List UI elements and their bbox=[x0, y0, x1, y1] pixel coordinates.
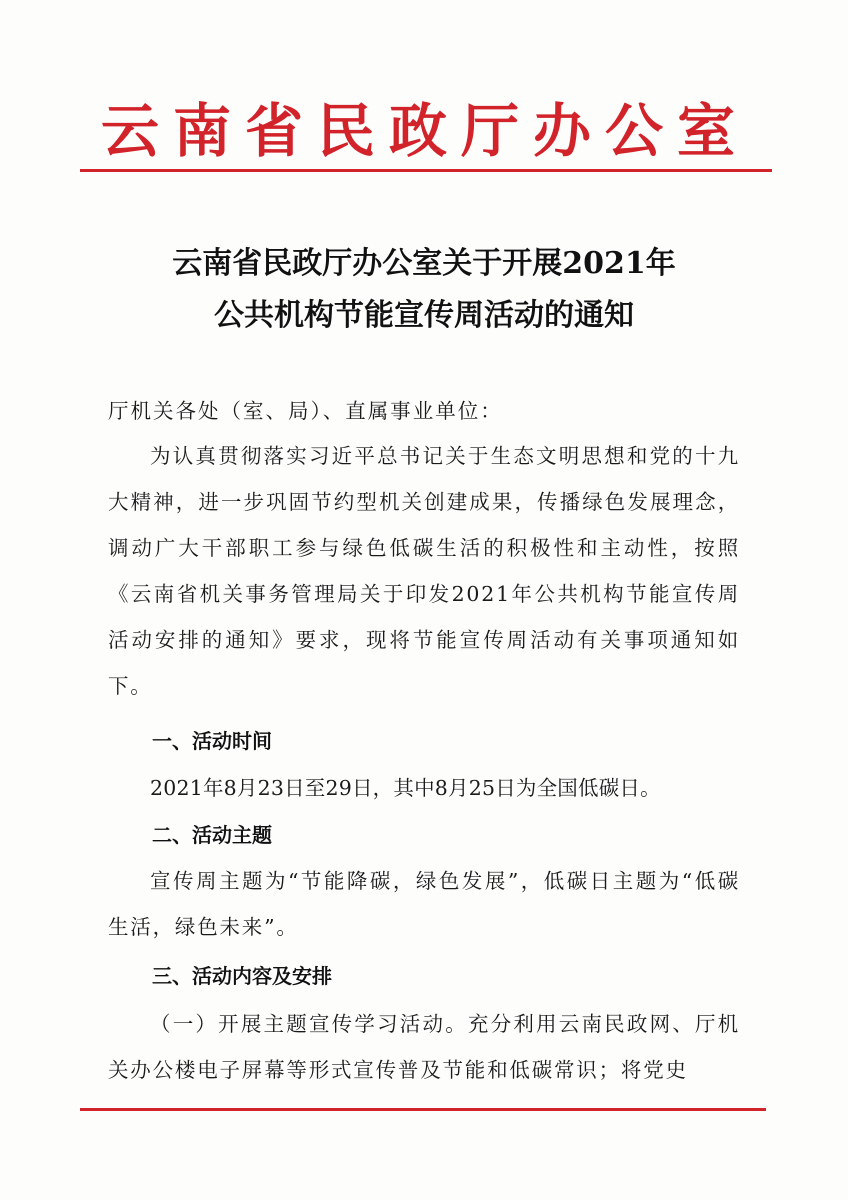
section-content-item-1: （一）开展主题宣传学习活动。充分利用云南民政网、厅机关办公楼电子屏幕等形式宣传普及节能和低碳常识；将党史 bbox=[108, 1012, 740, 1082]
letterhead-title: 云南省民政厅办公室 bbox=[100, 97, 749, 165]
title-line-1: 云南省民政厅办公室关于开展2021年 bbox=[172, 246, 676, 281]
section-heading-content: 三、活动内容及安排 bbox=[152, 964, 332, 988]
title-line-2: 公共机构节能宣传周活动的通知 bbox=[214, 298, 634, 333]
letterhead-red-rule bbox=[80, 169, 772, 172]
footer-red-rule bbox=[80, 1108, 766, 1111]
document-title bbox=[60, 238, 788, 342]
intro-paragraph: 为认真贯彻落实习近平总书记关于生态文明思想和党的十九大精神，进一步巩固节约型机关创建成果，传播绿色发展理念，调动广大干部职工参与绿色低碳生活的积极性和主动性，按照《云南省机关事务管理局关于印发2021年公共机构节能宣传周活动安排的通知》要求，现将节能宣传周活动有关事项通知如下。 bbox=[108, 444, 740, 698]
salutation: 厅机关各处（室、局）、直属事业单位： bbox=[108, 399, 503, 423]
section-heading-time: 一、活动时间 bbox=[152, 729, 272, 753]
section-content-theme: 宣传周主题为“节能降碳，绿色发展”，低碳日主题为“低碳生活，绿色未来”。 bbox=[108, 869, 740, 939]
section-heading-theme: 二、活动主题 bbox=[152, 823, 272, 847]
section-content-time: 2021年8月23日至29日，其中8月25日为全国低碳日。 bbox=[150, 776, 661, 800]
